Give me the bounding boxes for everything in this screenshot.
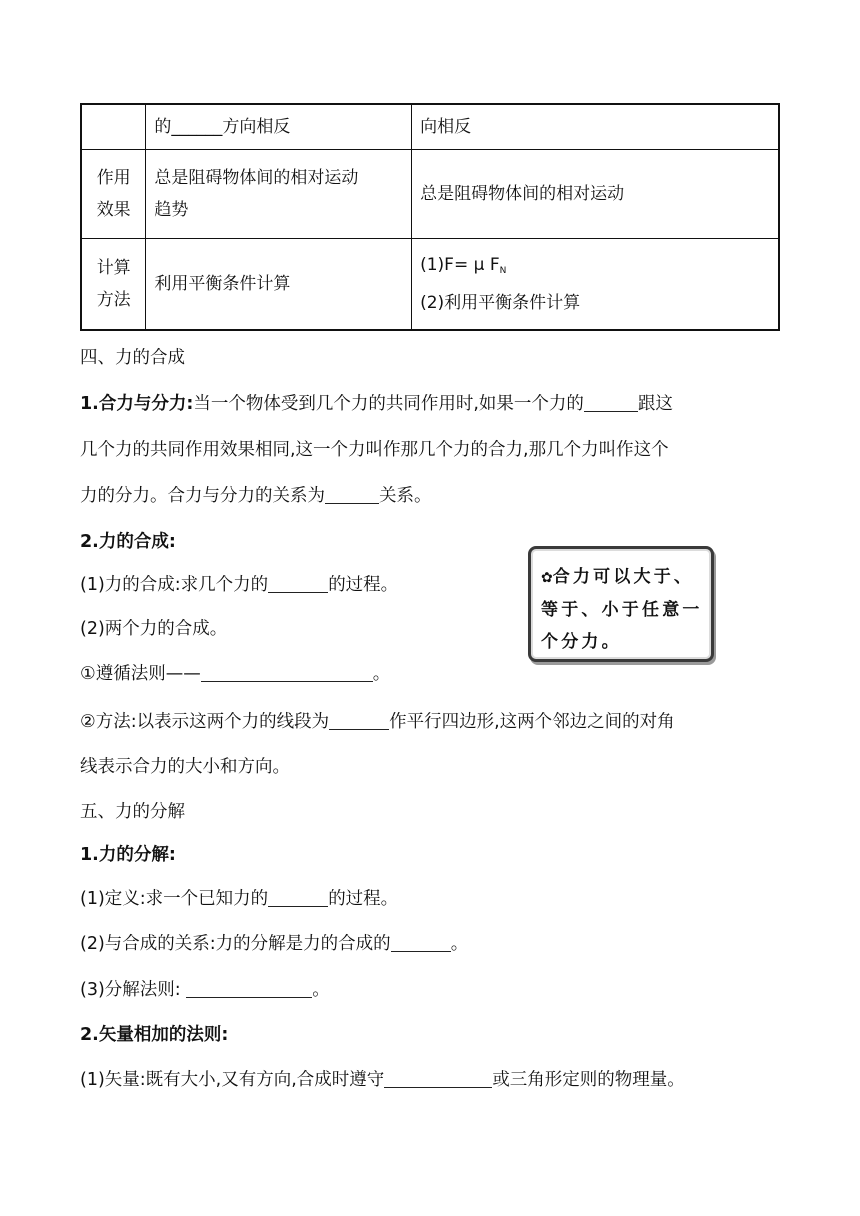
fill-blank bbox=[201, 663, 373, 682]
paragraph-text: 。 bbox=[312, 980, 330, 1000]
table-cell bbox=[146, 104, 412, 150]
paragraph-line bbox=[80, 392, 673, 416]
paragraph-text: 的过程。 bbox=[328, 575, 399, 595]
paragraph-line bbox=[80, 484, 432, 508]
cell-text: 向相反 bbox=[420, 117, 472, 137]
paragraph-line: 线表示合力的大小和方向。 bbox=[80, 757, 290, 777]
cell-text: 总是阻碍物体间的相对运动 bbox=[154, 168, 359, 188]
fill-blank bbox=[268, 888, 328, 907]
paragraph-text: ①遵循法则—— bbox=[80, 664, 201, 684]
paragraph-text: (3)分解法则: bbox=[80, 980, 187, 1000]
cell-text: 的______方向相反 bbox=[154, 117, 291, 137]
paragraph-text: 力的分力。合力与分力的关系为 bbox=[80, 486, 325, 506]
paragraph-text: 关系。 bbox=[379, 486, 432, 506]
paragraph-line bbox=[80, 932, 468, 956]
tip-line bbox=[541, 561, 705, 594]
paragraph-line: 几个力的共同作用效果相同,这一个力叫作那几个力的合力,那几个力叫作这个 bbox=[80, 440, 669, 460]
paragraph-text: (1)力的合成:求几个力的 bbox=[80, 575, 269, 595]
tip-line: 等于、小于任意一 bbox=[541, 600, 703, 620]
paragraph-line bbox=[80, 1068, 685, 1092]
paragraph-line bbox=[80, 710, 675, 734]
row-header-cell bbox=[81, 150, 146, 239]
paragraph-text: 的过程。 bbox=[328, 889, 399, 909]
table-cell bbox=[146, 150, 412, 239]
paragraph-text: 跟这 bbox=[637, 394, 673, 414]
cell-text: (2)利用平衡条件计算 bbox=[420, 293, 581, 313]
paragraph-text: (2)与合成的关系:力的分解是力的合成的 bbox=[80, 934, 391, 954]
item-label: 1.合力与分力: bbox=[80, 394, 194, 414]
tip-box bbox=[528, 546, 714, 662]
paragraph-text: 。 bbox=[372, 664, 391, 684]
table-row bbox=[81, 104, 779, 150]
paragraph-text: 当一个物体受到几个力的共同作用时,如果一个力的 bbox=[193, 394, 584, 414]
row-header-text: 效果 bbox=[96, 200, 131, 220]
paragraph-text: 作平行四边形,这两个邻边之间的对角 bbox=[389, 712, 675, 732]
paragraph-text: 或三角形定则的物理量。 bbox=[492, 1070, 685, 1090]
table-cell bbox=[412, 239, 779, 331]
paragraph-line: (2)两个力的合成。 bbox=[80, 619, 228, 639]
row-header-text: 方法 bbox=[96, 290, 131, 310]
paragraph-line bbox=[80, 978, 330, 1002]
fill-blank bbox=[186, 979, 312, 998]
table-row bbox=[81, 239, 779, 331]
formula-text: (1)F= μ F bbox=[420, 255, 500, 275]
paragraph-line bbox=[80, 662, 390, 686]
item-label: 1.力的分解: bbox=[80, 845, 176, 865]
cell-text: 总是阻碍物体间的相对运动 bbox=[420, 184, 625, 204]
cell-text: 利用平衡条件计算 bbox=[154, 274, 291, 294]
cell-text: 趋势 bbox=[154, 200, 189, 220]
table-cell bbox=[146, 239, 412, 331]
fill-blank bbox=[384, 1069, 492, 1088]
table-cell bbox=[412, 150, 779, 239]
paragraph-text: ②方法:以表示这两个力的线段为 bbox=[80, 712, 330, 732]
fill-blank bbox=[329, 711, 389, 730]
friction-comparison-table bbox=[80, 103, 780, 331]
formula-subscript: N bbox=[499, 266, 507, 276]
table-cell bbox=[412, 104, 779, 150]
row-header-cell bbox=[81, 239, 146, 331]
item-label: 2.矢量相加的法则: bbox=[80, 1025, 229, 1045]
paragraph-line bbox=[80, 887, 398, 911]
tip-text: 合力可以大于、 bbox=[552, 567, 695, 587]
section-heading: 四、力的合成 bbox=[80, 348, 185, 368]
paragraph-text: (1)定义:求一个已知力的 bbox=[80, 889, 269, 909]
section-heading: 五、力的分解 bbox=[80, 802, 185, 822]
formula-line bbox=[420, 249, 770, 287]
fill-blank bbox=[325, 485, 379, 504]
fill-blank bbox=[584, 393, 638, 412]
paragraph-text: 。 bbox=[450, 934, 469, 954]
row-header-text: 计算 bbox=[96, 258, 131, 278]
tip-line: 个分力。 bbox=[541, 632, 622, 652]
fill-blank bbox=[268, 574, 328, 593]
paragraph-line bbox=[80, 573, 398, 597]
row-header-cell bbox=[81, 104, 146, 150]
item-label: 2.力的合成: bbox=[80, 532, 176, 552]
table-row bbox=[81, 150, 779, 239]
row-header-text: 作用 bbox=[96, 168, 131, 188]
flower-icon: ✿ bbox=[541, 570, 553, 586]
paragraph-text: (1)矢量:既有大小,又有方向,合成时遵守 bbox=[80, 1070, 385, 1090]
fill-blank bbox=[391, 933, 451, 952]
